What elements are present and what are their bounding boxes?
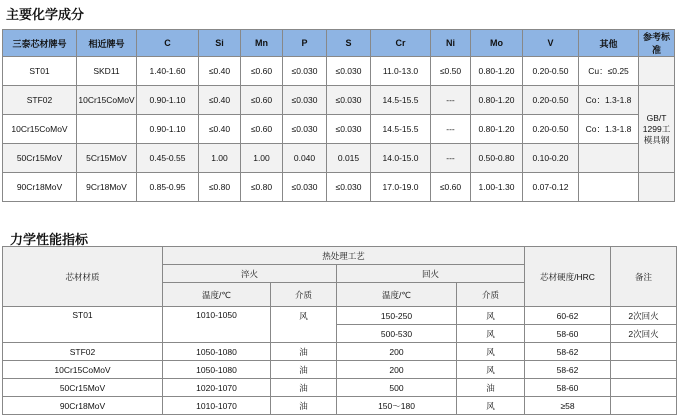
quench-temp-cell: 1050-1080	[163, 361, 271, 379]
s-cell: ≤0.030	[327, 173, 371, 202]
temper-temp-cell: 150-250	[337, 307, 457, 325]
v-cell: 0.20-0.50	[523, 86, 579, 115]
temper-temp-header: 温度/℃	[337, 283, 457, 307]
note-cell	[611, 397, 677, 415]
other-cell	[579, 173, 639, 202]
table-row	[3, 343, 677, 361]
standard-cell	[639, 57, 675, 86]
grade-cell: 10Cr15CoMoV	[3, 115, 77, 144]
ni-cell: ≤0.50	[431, 57, 471, 86]
table-row	[3, 57, 675, 86]
hardness-cell: 58-62	[525, 343, 611, 361]
mn-cell: 1.00	[241, 144, 283, 173]
temper-medium-cell: 风	[457, 325, 525, 343]
col-header: 参考标准	[639, 30, 675, 57]
temper-temp-cell: 200	[337, 361, 457, 379]
hardness-cell: 58-62	[525, 361, 611, 379]
quench-medium-cell: 油	[271, 379, 337, 397]
c-cell: 0.85-0.95	[137, 173, 199, 202]
col-header: S	[327, 30, 371, 57]
note-header: 备注	[611, 247, 677, 307]
mo-cell: 0.80-1.20	[471, 57, 523, 86]
hardness-cell: 58-60	[525, 325, 611, 343]
note-cell	[611, 343, 677, 361]
mn-cell: ≤0.60	[241, 86, 283, 115]
p-cell: ≤0.030	[283, 173, 327, 202]
heat-treatment-header: 热处理工艺	[163, 247, 525, 265]
quench-medium-cell: 油	[271, 397, 337, 415]
s-cell: ≤0.030	[327, 115, 371, 144]
cr-cell: 14.5-15.5	[371, 86, 431, 115]
c-cell: 0.90-1.10	[137, 86, 199, 115]
v-cell: 0.20-0.50	[523, 115, 579, 144]
table-row	[3, 173, 675, 202]
material-cell: ST01	[3, 307, 163, 343]
col-header: 其他	[579, 30, 639, 57]
si-cell: ≤0.80	[199, 173, 241, 202]
cr-cell: 14.0-15.0	[371, 144, 431, 173]
col-header: Mn	[241, 30, 283, 57]
p-cell: 0.040	[283, 144, 327, 173]
note-cell: 2次回火	[611, 325, 677, 343]
note-cell: 2次回火	[611, 307, 677, 325]
c-cell: 1.40-1.60	[137, 57, 199, 86]
col-header: C	[137, 30, 199, 57]
si-cell: ≤0.40	[199, 115, 241, 144]
similar-grade-cell: SKD11	[77, 57, 137, 86]
mo-cell: 1.00-1.30	[471, 173, 523, 202]
hardness-cell: 60-62	[525, 307, 611, 325]
mn-cell: ≤0.60	[241, 57, 283, 86]
hardness-header: 芯材硬度/HRC	[525, 247, 611, 307]
mo-cell: 0.80-1.20	[471, 115, 523, 144]
table-row	[3, 307, 677, 325]
temper-header: 回火	[337, 265, 525, 283]
mech-header-row-1	[3, 247, 677, 265]
c-cell: 0.90-1.10	[137, 115, 199, 144]
chem-header-row	[3, 30, 675, 57]
v-cell: 0.07-0.12	[523, 173, 579, 202]
table-row	[3, 397, 677, 415]
table-row	[3, 86, 675, 115]
table-row	[3, 379, 677, 397]
quench-medium-cell: 风	[271, 307, 337, 343]
cr-cell: 11.0-13.0	[371, 57, 431, 86]
chemical-composition-table	[2, 29, 675, 202]
temper-temp-cell: 150～180	[337, 397, 457, 415]
material-cell: 50Cr15MoV	[3, 379, 163, 397]
ni-cell: ---	[431, 115, 471, 144]
col-header: Mo	[471, 30, 523, 57]
mn-cell: ≤0.60	[241, 115, 283, 144]
col-header: V	[523, 30, 579, 57]
other-cell	[579, 144, 639, 173]
other-cell: Cu：≤0.25	[579, 57, 639, 86]
quench-header: 淬火	[163, 265, 337, 283]
quench-temp-cell: 1020-1070	[163, 379, 271, 397]
similar-grade-cell: 5Cr15MoV	[77, 144, 137, 173]
col-header: Si	[199, 30, 241, 57]
quench-temp-cell: 1010-1070	[163, 397, 271, 415]
material-cell: 10Cr15CoMoV	[3, 361, 163, 379]
grade-cell: 90Cr18MoV	[3, 173, 77, 202]
standard-cell	[639, 173, 675, 202]
c-cell: 0.45-0.55	[137, 144, 199, 173]
ni-cell: ---	[431, 86, 471, 115]
temper-temp-cell: 500	[337, 379, 457, 397]
si-cell: 1.00	[199, 144, 241, 173]
quench-medium-cell: 油	[271, 361, 337, 379]
note-cell	[611, 379, 677, 397]
table-row	[3, 144, 675, 173]
si-cell: ≤0.40	[199, 86, 241, 115]
similar-grade-cell: 9Cr18MoV	[77, 173, 137, 202]
temper-temp-cell: 200	[337, 343, 457, 361]
grade-cell: ST01	[3, 57, 77, 86]
quench-medium-cell: 油	[271, 343, 337, 361]
quench-temp-cell: 1010-1050	[163, 307, 271, 343]
p-cell: ≤0.030	[283, 115, 327, 144]
s-cell: ≤0.030	[327, 57, 371, 86]
quench-temp-cell: 1050-1080	[163, 343, 271, 361]
mechanical-properties-table	[2, 246, 677, 415]
hardness-cell: ≥58	[525, 397, 611, 415]
material-cell: STF02	[3, 343, 163, 361]
col-header: Ni	[431, 30, 471, 57]
material-cell: 90Cr18MoV	[3, 397, 163, 415]
table-row	[3, 361, 677, 379]
temper-medium-cell: 油	[457, 379, 525, 397]
mo-cell: 0.80-1.20	[471, 86, 523, 115]
v-cell: 0.10-0.20	[523, 144, 579, 173]
col-header: 三泰芯材牌号	[3, 30, 77, 57]
col-header: P	[283, 30, 327, 57]
note-cell	[611, 361, 677, 379]
grade-cell: STF02	[3, 86, 77, 115]
ni-cell: ---	[431, 144, 471, 173]
s-cell: ≤0.030	[327, 86, 371, 115]
standard-cell: GB/T 1299工模具钢	[639, 86, 675, 173]
temper-medium-cell: 风	[457, 343, 525, 361]
si-cell: ≤0.40	[199, 57, 241, 86]
p-cell: ≤0.030	[283, 86, 327, 115]
mo-cell: 0.50-0.80	[471, 144, 523, 173]
similar-grade-cell: 10Cr15CoMoV	[77, 86, 137, 115]
temper-temp-cell: 500-530	[337, 325, 457, 343]
temper-medium-cell: 风	[457, 307, 525, 325]
other-cell: Co：1.3-1.8	[579, 86, 639, 115]
temper-medium-cell: 风	[457, 361, 525, 379]
v-cell: 0.20-0.50	[523, 57, 579, 86]
chem-section-title: 主要化学成分	[6, 7, 85, 22]
p-cell: ≤0.030	[283, 57, 327, 86]
other-cell: Co：1.3-1.8	[579, 115, 639, 144]
grade-cell: 50Cr15MoV	[3, 144, 77, 173]
quench-temp-header: 温度/℃	[163, 283, 271, 307]
core-material-header: 芯材材质	[3, 247, 163, 307]
temper-medium-cell: 风	[457, 397, 525, 415]
ni-cell: ≤0.60	[431, 173, 471, 202]
mech-section-title: 力学性能指标	[10, 232, 89, 247]
cr-cell: 17.0-19.0	[371, 173, 431, 202]
cr-cell: 14.5-15.5	[371, 115, 431, 144]
mn-cell: ≤0.80	[241, 173, 283, 202]
similar-grade-cell	[77, 115, 137, 144]
col-header: Cr	[371, 30, 431, 57]
s-cell: 0.015	[327, 144, 371, 173]
temper-medium-header: 介质	[457, 283, 525, 307]
col-header: 相近牌号	[77, 30, 137, 57]
hardness-cell: 58-60	[525, 379, 611, 397]
quench-medium-header: 介质	[271, 283, 337, 307]
table-row	[3, 115, 675, 144]
